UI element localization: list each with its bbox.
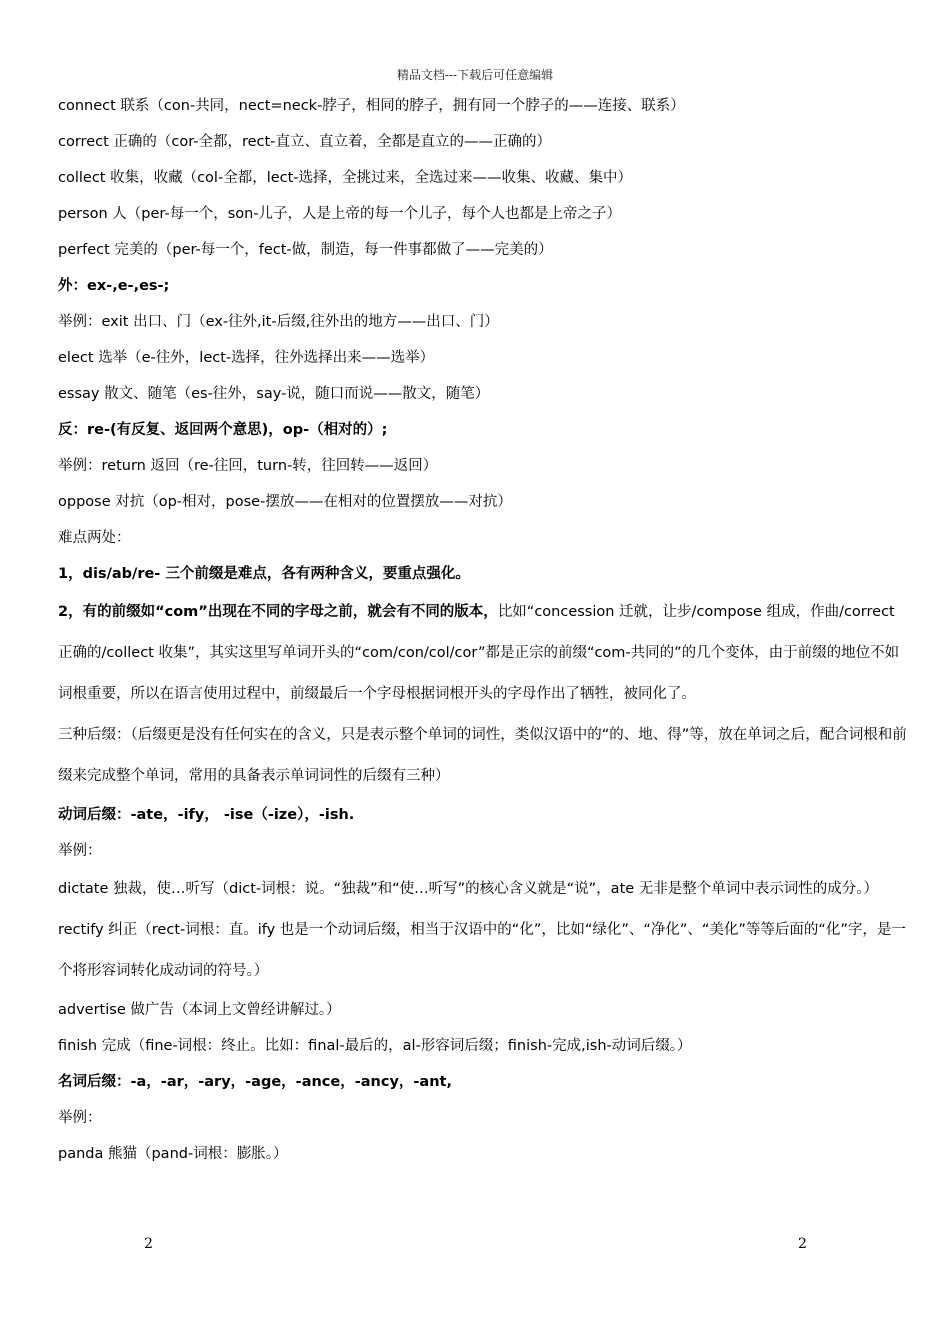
text-line: perfect 完美的（per-每一个，fect-做，制造，每一件事都做了——完美的） bbox=[58, 242, 553, 258]
dictate-entry: dictate 独裁，使…听写（dict-词根：说。“独裁”和“使…听写”的核心含义就是“说”，ate 无非是整个单词中表示词性的成分。） bbox=[58, 881, 879, 897]
page-number-left: 2 bbox=[144, 1236, 153, 1252]
advertise-entry: advertise 做广告（本词上文曾经讲解过。） bbox=[58, 1002, 341, 1018]
text-line: connect 联系（con-共同，nect=neck-脖子，相同的脖子，拥有同一个脖子的——连接、联系） bbox=[58, 98, 685, 114]
difficulty-point-2-text: 比如“concession 迁就，让步/compose 组成，作曲/correct 正确的/collect 收集”，其实这里写单词开头的“com/con/col/cor”都是正宗的前缀“com-共同的”的几个变体，由于前缀的地位不如词根重要，所以在语言使用过程中，前缀最后一个字母根据词根开头的字母作出了牺牲，被同化了。 bbox=[58, 604, 900, 702]
text-line: 难点两处： bbox=[58, 530, 131, 546]
document-body bbox=[58, 88, 908, 1172]
example-label: 举例： bbox=[58, 1110, 102, 1126]
page-header: 精品文档---下载后可任意编辑 bbox=[396, 68, 554, 82]
text-line: essay 散文、随笔（es-往外，say-说，随口而说——散文，随笔） bbox=[58, 386, 490, 402]
text-line: elect 选举（e-往外，lect-选择，往外选择出来——选举） bbox=[58, 350, 435, 366]
rectify-entry: rectify 纠正（rect-词根：直。ify 也是一个动词后缀，相当于汉语中的“化”，比如“绿化”、“净化”、“美化”等等后面的“化”字，是一个将形容词转化成动词的符号。） bbox=[58, 922, 906, 979]
suffix-intro: 三种后缀：（后缀更是没有任何实在的含义，只是表示整个单词的词性，类似汉语中的“的、地、得”等，放在单词之后，配合词根和前缀来完成整个单词，常用的具备表示单词词性的后缀有三种） bbox=[58, 727, 907, 784]
text-line: 举例：return 返回（re-往回，turn-转，往回转——返回） bbox=[58, 458, 438, 474]
panda-entry: panda 熊猫（pand-词根：膨胀。） bbox=[58, 1146, 288, 1162]
section-heading-outer: 外：ex-,e-,es-; bbox=[58, 278, 170, 294]
text-line: person 人（per-每一个，son-儿子，人是上帝的每一个儿子，每个人也都是上帝之子） bbox=[58, 206, 622, 222]
section-heading-reverse: 反：re-(有反复、返回两个意思)，op-（相对的）; bbox=[58, 422, 388, 438]
finish-entry: finish 完成（fine-词根：终止。比如：final-最后的，al-形容词后缀；finish-完成,ish-动词后缀。） bbox=[58, 1038, 692, 1054]
difficulty-point-2 bbox=[58, 592, 908, 715]
difficulty-point-2-bold: 2，有的前缀如“com”出现在不同的字母之前，就会有不同的版本， bbox=[58, 604, 498, 620]
noun-suffix-heading: 名词后缀：-a，-ar，-ary，-age，-ance，-ancy，-ant, bbox=[58, 1074, 452, 1090]
text-line: collect 收集，收藏（col-全都，lect-选择，全挑过来，全选过来——收集、收藏、集中） bbox=[58, 170, 633, 186]
verb-suffix-heading: 动词后缀：-ate，-ify， -ise（-ize），-ish. bbox=[58, 807, 355, 823]
text-line: correct 正确的（cor-全都，rect-直立、直立着，全都是直立的——正确的） bbox=[58, 134, 551, 150]
text-line: oppose 对抗（op-相对，pose-摆放——在相对的位置摆放——对抗） bbox=[58, 494, 512, 510]
page-number-right: 2 bbox=[798, 1236, 807, 1252]
example-label: 举例： bbox=[58, 843, 102, 859]
text-line: 举例：exit 出口、门（ex-往外,it-后缀,往外出的地方——出口、门） bbox=[58, 314, 499, 330]
difficulty-point-1: 1，dis/ab/re- 三个前缀是难点，各有两种含义，要重点强化。 bbox=[58, 566, 470, 582]
